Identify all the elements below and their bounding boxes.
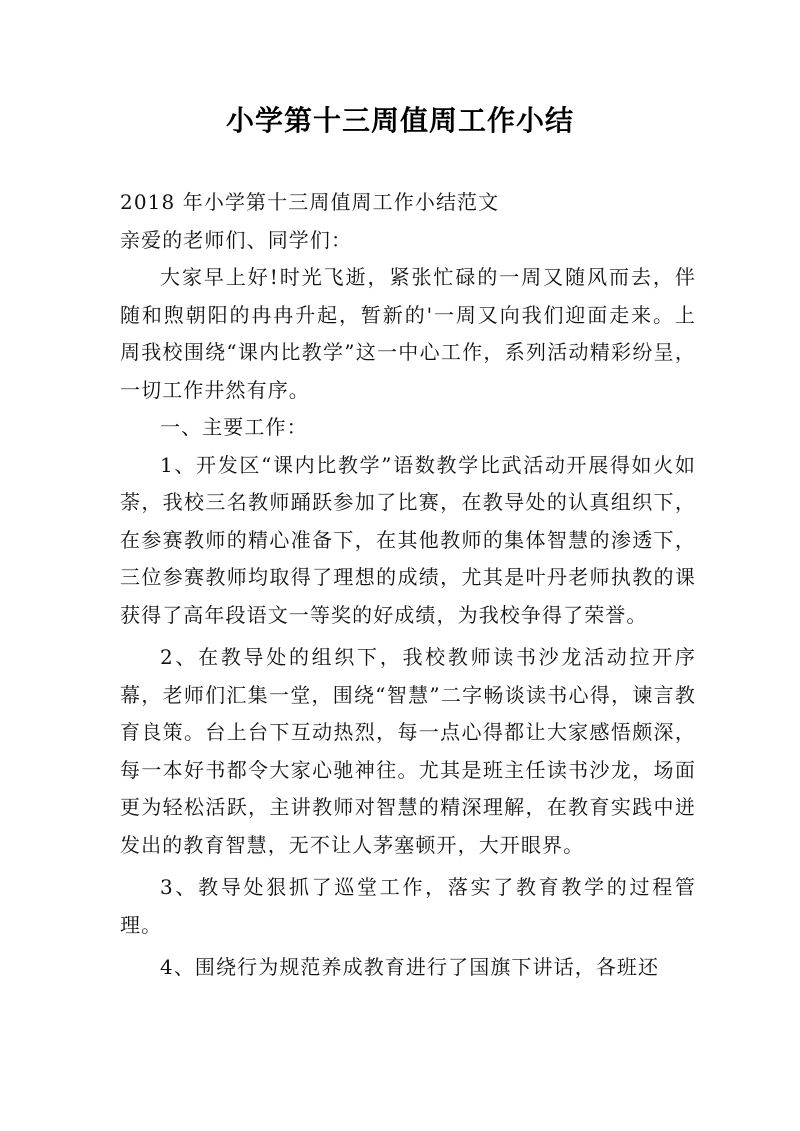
section-heading: 一、主要工作： [160, 415, 308, 439]
intro-paragraph: 大家早上好!时光飞逝，紧张忙碌的一周又随风而去，伴随和煦朝阳的冉冉升起，暂新的'一周又向我们迎面走来。上周我校围绕“课内比教学”这一中心工作，系列活动精彩纷呈，一切工作井然有序。 [120, 265, 696, 402]
work-item-3: 3、教导处狠抓了巡堂工作，落实了教育教学的过程管理。 [120, 875, 696, 937]
work-item-1: 1、开发区“课内比教学”语数教学比武活动开展得如火如荼，我校三名教师踊跃参加了比赛，在教导处的认真组织下，在参赛教师的精心准备下，在其他教师的集体智慧的渗透下，三位参赛教师均取得了理想的成绩，尤其是叶丹老师执教的课获得了高年段语文一等奖的好成绩，为我校争得了荣誉。 [120, 452, 696, 627]
work-item-4: 4、围绕行为规范养成教育进行了国旗下讲话，各班还 [160, 955, 660, 979]
document-body [120, 184, 696, 987]
document-title: 小学第十三周值周工作小结 [225, 104, 574, 137]
document-subtitle: 2018 年小学第十三周值周工作小结范文 [120, 190, 500, 214]
greeting: 亲爱的老师们、同学们： [120, 227, 353, 252]
work-item-2: 2、在教导处的组织下，我校教师读书沙龙活动拉开序幕，老师们汇集一堂，围绕“智慧”二字畅谈读书心得，谏言教育良策。台上台下互动热烈，每一点心得都让大家感悟颇深，每一本好书都令大家心驰神往。尤其是班主任读书沙龙，场面更为轻松活跃，主讲教师对智慧的精深理解，在教育实践中迸发出的教育智慧，无不让人茅塞顿开，大开眼界。 [120, 645, 696, 857]
